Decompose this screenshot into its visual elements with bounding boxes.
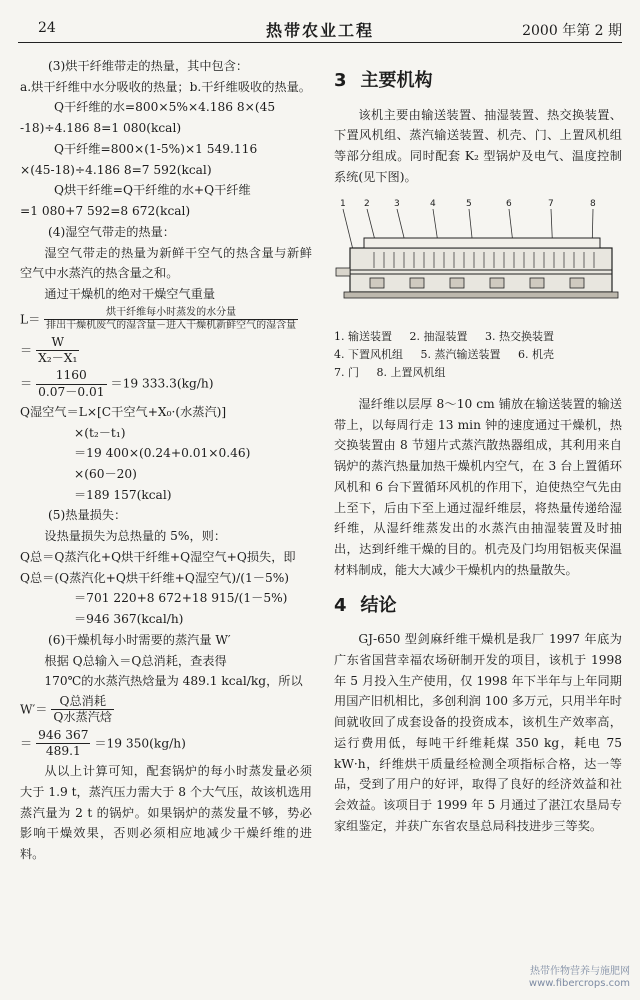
- legend-item: 5. 蒸汽输送装置: [420, 347, 501, 361]
- equation-line: ×(45-18)÷4.186 8=7 592(kcal): [20, 162, 212, 177]
- page-number: 24: [38, 20, 56, 36]
- fraction-denominator: X₂－X₁: [38, 351, 78, 366]
- equation-line: ＝189 157(kcal): [74, 487, 172, 502]
- inlet-conveyor: [336, 268, 350, 276]
- fraction: [36, 368, 106, 400]
- mechanism-paragraph: 该机主要由输送装置、抽湿装置、热交换装置、下置风机组、蒸汽输送装置、机壳、门、上置风机组等部分组成。同时配套 K₂ 型锅炉及电气、温度控制系统(见下图)。: [334, 107, 622, 184]
- equation-line: ×(t₂－t₁): [74, 425, 126, 440]
- formula-prefix: ＝: [20, 735, 33, 750]
- journal-title: 热带农业工程: [265, 21, 374, 40]
- legend-row: [334, 364, 622, 382]
- formula-result: ＝19 350(kg/h): [94, 735, 186, 750]
- callout-label: 3: [394, 198, 400, 209]
- legend-row: [334, 328, 622, 346]
- machine-diagram-svg: [334, 192, 622, 324]
- section-3-heading: (3)烘干纤维带走的热量，其中包含：: [48, 59, 249, 73]
- formula-result: ＝19 333.3(kg/h): [110, 376, 214, 391]
- legend-item: 7. 门: [334, 365, 359, 379]
- watermark-line: 热带作物营养与施肥网: [530, 966, 630, 977]
- right-column: [334, 56, 622, 837]
- fraction: [36, 335, 79, 367]
- process-paragraph: 湿纤维以层厚 8～10 cm 铺放在输送装置的输送带上，以每周行走 13 min 钟的速度通过干燥机，热交换装置由 8 节翅片式蒸汽散热器组成，其利用来自锅炉的蒸汽热量加热干燥机内空气，在 3 台上置循环风机和 6 台下置循环风机的作用下，迫使热空气先由上至下，后由下至上通过湿纤维层，将热量传递给湿纤维，从湿纤维蒸发出的水蒸汽由抽湿装置及时抽出，达到纤维干燥的目的。机壳及门均用铝板夹保温材料制成，能大大减少干燥机内的热量散失。: [334, 396, 622, 577]
- section-4-text: 湿空气带走的热量为新鲜干空气的热含量与新鲜空气中水蒸汽的热含量之和。: [20, 245, 312, 281]
- formula-prefix: L＝: [20, 312, 41, 327]
- legend-item: 3. 热交换装置: [485, 329, 554, 343]
- fraction-denominator: Q水蒸汽焓: [53, 710, 113, 725]
- diagram-legend: [334, 328, 622, 382]
- section-5-text: 设热量损失为总热量的 5%，则：: [44, 529, 227, 544]
- fraction: [44, 307, 298, 333]
- equation-line: ×(60－20): [74, 467, 137, 482]
- section-3-desc: a.烘干纤维中水分吸收的热量；b.干纤维吸收的热量。: [20, 79, 311, 94]
- callout-label: 6: [506, 198, 512, 209]
- watermark: [529, 966, 630, 990]
- callout-label: 2: [364, 198, 370, 209]
- fraction-numerator: 946 367: [36, 728, 90, 744]
- formula-L: [20, 307, 312, 333]
- equation-line: =1 080+7 592=8 672(kcal): [20, 204, 191, 219]
- fraction-denominator: 0.07－0.01: [38, 384, 105, 399]
- upper-fan-housing: [364, 238, 600, 248]
- equation-line: ＝946 367(kcal/h): [74, 612, 184, 627]
- callout-label: 1: [340, 198, 346, 209]
- conclusion-paragraph: GJ-650 型剑麻纤维干燥机是我厂 1997 年底为广东省国营幸福农场研制开发的项目，该机于 1998 年 5 月投入生产使用，仅 1998 年下半年与上年同期用国产旧机相比，多创利润 100 多万元，只用半年时间就收回了成套设备的投资成本，该机生产效率高，运行费用低，每吨干纤维耗煤 350 kg，耗电 75 kW·h，纤维烘干质量经检测全项指标合格，达一等品，受到了用户的好评，取得了良好的经济效益和社会效益。该项目于 1999 年 5 月通过了湛江农垦局专家组鉴定，并获广东省农垦总局科技进步三等奖。: [334, 632, 622, 833]
- section-title: 结论: [360, 594, 397, 616]
- fraction-denominator: 489.1: [45, 743, 81, 758]
- equation-line: Q总＝Q蒸汽化+Q烘干纤维+Q湿空气+Q损失，即: [20, 549, 296, 564]
- callout-label: 8: [590, 198, 596, 209]
- fraction-denominator: 排出干燥机废气的湿含量－进入干燥机新鲜空气的湿含量: [46, 320, 297, 332]
- section-title: 主要机构: [360, 70, 433, 91]
- callout-label: 5: [466, 198, 472, 209]
- formula-prefix: ＝: [20, 343, 33, 358]
- legend-item: 1. 输送装置: [334, 329, 392, 343]
- formula-L2: [20, 368, 312, 400]
- section-heading-4: [334, 591, 622, 622]
- formula-L1: [20, 335, 312, 367]
- equation-line: Q干纤维=800×(1-5%)×1 549.116: [54, 141, 258, 156]
- section-6-heading: (6)干燥机每小时需要的蒸汽量 W′: [48, 632, 231, 647]
- fraction-numerator: 1160: [36, 368, 106, 384]
- fraction: [36, 728, 90, 760]
- equation-line: Q烘干纤维=Q干纤维的水+Q干纤维: [54, 183, 251, 198]
- callout-label: 7: [548, 198, 554, 209]
- fraction-numerator: Q总消耗: [51, 694, 114, 710]
- equation-line: Q干纤维的水=800×5%×4.186 8×(45: [54, 100, 276, 115]
- equation-line: Q总＝(Q蒸汽化+Q烘干纤维+Q湿空气)/(1－5%): [20, 570, 290, 585]
- legend-item: 2. 抽湿装置: [409, 329, 468, 343]
- machine-diagram: [334, 192, 622, 324]
- calculation-conclusion: 从以上计算可知，配套锅炉的每小时蒸发量必须大于 1.9 t，蒸汽压力需大于 8 个大气压，故该机选用蒸汽量为 2 t 的锅炉。如果锅炉的蒸发量不够，势必影响干燥效果，否则必须相应地减少干燥纤维的进料。: [20, 764, 312, 862]
- formula-W2: [20, 728, 312, 760]
- fraction: [51, 694, 114, 726]
- section-heading-3: [334, 66, 622, 97]
- equation-line: Q湿空气＝L×[C干空气+X₀·(水蒸汽)]: [20, 404, 227, 419]
- issue-label: 2000 年第 2 期: [522, 23, 622, 39]
- section-number: 3: [334, 70, 347, 91]
- page-header: [18, 16, 622, 43]
- watermark-line: www.fibercrops.com: [528, 978, 630, 989]
- section-4-heading: (4)湿空气带走的热量：: [48, 224, 175, 239]
- section-5-heading: (5)热量损失：: [48, 508, 127, 523]
- legend-item: 8. 上置风机组: [376, 365, 446, 379]
- legend-item: 6. 机壳: [518, 347, 554, 361]
- section-4-text2: 通过干燥机的绝对干燥空气重量: [44, 287, 216, 302]
- formula-prefix: W′＝: [20, 702, 48, 717]
- equation-line: ＝19 400×(0.24+0.01×0.46): [74, 446, 251, 461]
- machine-base: [344, 292, 618, 298]
- equation-line: ＝701 220+8 672+18 915/(1－5%): [74, 591, 288, 606]
- fraction-numerator: W: [36, 335, 79, 351]
- formula-W: [20, 694, 312, 726]
- callout-label: 4: [430, 198, 436, 209]
- fraction-numerator: 烘干纤维每小时蒸发的水分量: [44, 307, 298, 321]
- legend-item: 4. 下置风机组: [334, 347, 403, 361]
- formula-prefix: ＝: [20, 376, 33, 391]
- section-6-text2: 170℃的水蒸汽热焓量为 489.1 kcal/kg，所以: [44, 674, 303, 689]
- equation-line: -18)÷4.186 8=1 080(kcal): [20, 121, 182, 136]
- section-number: 4: [334, 594, 347, 616]
- legend-row: [334, 346, 622, 364]
- left-column: [20, 56, 312, 865]
- section-6-text: 根据 Q总输入＝Q总消耗，查表得: [44, 653, 227, 668]
